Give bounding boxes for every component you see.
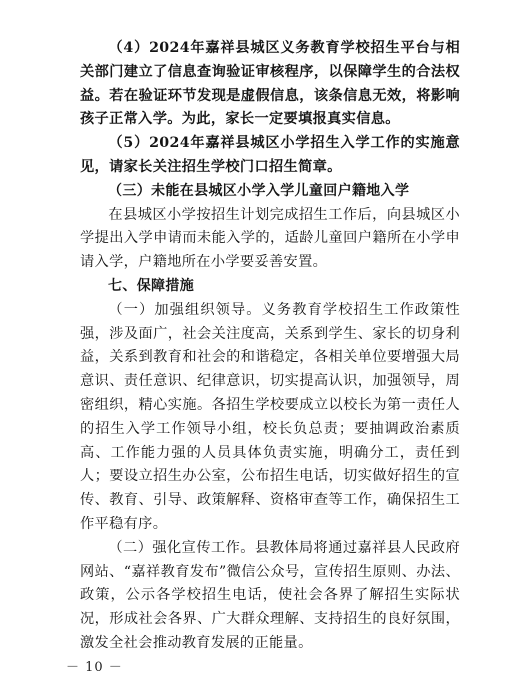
paragraph-return-to-hukou: 在县城区小学按招生计划完成招生工作后，向县城区小学提出入学申请而未能入学的，适龄儿童回户籍所在小学申请入学，户籍地所在小学要妥善安置。 [80, 206, 460, 271]
paragraph-publicity-work: （二）强化宣传工作。县教体局将通过嘉祥县人民政府网站、“嘉祥教育发布”微信公众号，宣传招生原则、办法、政策，公示各学校招生电话，使社会各界了解招生实际状况，形成社会各界、广大群众理解、支持招生的良好氛围，激发全社会推动教育发展的正能量。 [80, 539, 460, 651]
paragraph-item-4: （4）2024年嘉祥县城区义务教育学校招生平台与相关部门建立了信息查询验证审核程序，以保障学生的合法权益。若在验证环节发现是虚假信息，该条信息无效，将影响孩子正常入学。为此，家长一定要填报真实信息。 [80, 40, 460, 128]
paragraph-item-5: （5）2024年嘉祥县城区小学招生入学工作的实施意见，请家长关注招生学校门口招生简章。 [80, 135, 460, 175]
page-number: － 10 － [66, 660, 123, 675]
section-heading-safeguards: 七、保障措施 [108, 277, 195, 294]
subheading-return-to-hukou: （三）未能在县城区小学入学儿童回户籍地入学 [108, 182, 410, 199]
document-body [80, 37, 460, 656]
paragraph-organization-leadership: （一）加强组织领导。义务教育学校招生工作政策性强，涉及面广，社会关注度高，关系到学生、家长的切身利益，关系到教育和社会的和谐稳定，各相关单位要增强大局意识、责任意识、纪律意识，切实提高认识，加强领导，周密组织，精心实施。各招生学校要成立以校长为第一责任人的招生入学工作领导小组，校长负总责；要抽调政治素质高、工作能力强的人员具体负责实施，明确分工，责任到人；要设立招生办公室，公布招生电话，切实做好招生的宣传、教育、引导、政策解释、资格审查等工作，确保招生工作平稳有序。 [80, 301, 460, 532]
